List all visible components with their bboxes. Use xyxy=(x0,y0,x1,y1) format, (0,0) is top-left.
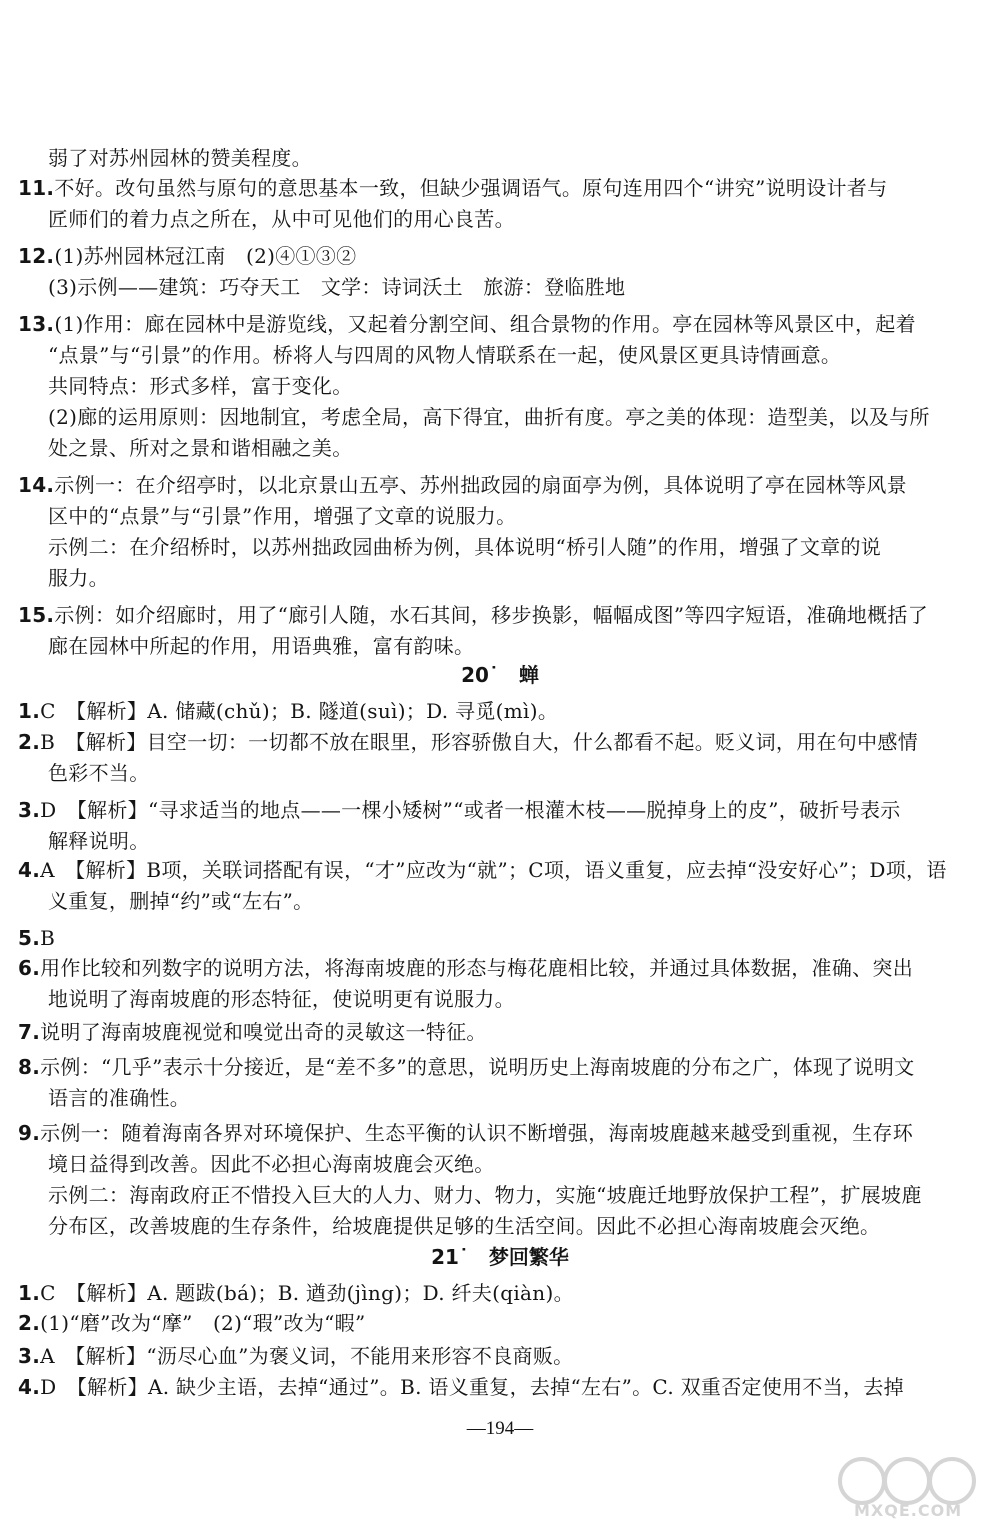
text-line xyxy=(48,207,515,231)
line-text: 境日益得到改善。因此不必担心海南坡鹿会灭绝。 xyxy=(48,1152,495,1176)
text-line xyxy=(48,374,353,398)
question-number: 5. xyxy=(18,926,41,950)
line-text: 义重复，删掉“约”或“左右”。 xyxy=(48,889,314,913)
line-text: 示例一：在介绍亭时，以北京景山五亭、苏州拙政园的扇面亭为例，具体说明了亭在园林等风景 xyxy=(54,473,907,497)
text-line xyxy=(18,926,55,950)
text-line xyxy=(18,176,887,200)
line-text: D 【解析】“寻求适当的地点——一棵小矮树”“或者一根灌木枝——脱掉身上的皮”，破折号表示 xyxy=(40,798,901,822)
text-line xyxy=(18,1344,573,1368)
line-text: 共同特点：形式多样，富于变化。 xyxy=(48,374,353,398)
text-line xyxy=(18,1020,487,1044)
text-line xyxy=(48,275,625,299)
line-text: “点景”与“引景”的作用。桥将人与四周的风物人情联系在一起，使风景区更具诗情画意。 xyxy=(48,343,842,367)
line-text: 用作比较和列数字的说明方法，将海南坡鹿的形态与梅花鹿相比较，并通过具体数据，准确、突出 xyxy=(40,956,914,980)
line-text: 示例二：海南政府正不惜投入巨大的人力、财力、物力，实施“坡鹿迁地野放保护工程”，扩展坡鹿 xyxy=(48,1183,922,1207)
line-text: B xyxy=(40,926,56,950)
text-line xyxy=(18,956,913,980)
text-line xyxy=(48,405,930,429)
text-line xyxy=(48,535,881,559)
text-line xyxy=(18,1121,913,1145)
text-line xyxy=(48,504,516,528)
text-line xyxy=(18,699,558,723)
question-number: 4. xyxy=(18,858,41,882)
line-text: C 【解析】A. 储藏(chǔ)；B. 隧道(suì)；D. 寻觅(mì)。 xyxy=(40,699,559,723)
line-text: 解释说明。 xyxy=(48,829,150,853)
text-line xyxy=(18,473,907,497)
line-text: 示例：如介绍廊时，用了“廊引人随，水石其间，移步换影，幅幅成图”等四字短语，准确地概括了 xyxy=(54,603,928,627)
line-text: 地说明了海南坡鹿的形态特征，使说明更有说服力。 xyxy=(48,987,515,1011)
text-line xyxy=(48,1183,922,1207)
text-line xyxy=(48,634,474,658)
text-line xyxy=(48,566,109,590)
line-text: A 【解析】“沥尽心血”为褒义词，不能用来形容不良商贩。 xyxy=(40,1344,574,1368)
text-line xyxy=(48,889,313,913)
question-number: 6. xyxy=(18,956,41,980)
line-text: 示例：“几乎”表示十分接近，是“差不多”的意思，说明历史上海南坡鹿的分布之广，体现了说明文 xyxy=(40,1055,915,1079)
text-line xyxy=(18,312,916,336)
line-text: B 【解析】目空一切：一切都不放在眼里，形容骄傲自大，什么都看不起。贬义词，用在句中感情 xyxy=(40,730,919,754)
line-text: (3)示例——建筑：巧夺天工 文学：诗词沃土 旅游：登临胜地 xyxy=(48,275,626,299)
text-line xyxy=(48,1214,880,1238)
question-number: 3. xyxy=(18,1344,41,1368)
line-text: 语言的准确性。 xyxy=(48,1086,191,1110)
line-text: C 【解析】A. 题跋(bá)；B. 遒劲(jìng)；D. 纤夫(qiàn)。 xyxy=(40,1281,574,1305)
line-text: (1)苏州园林冠江南 (2)④①③② xyxy=(54,244,357,268)
text-line xyxy=(48,829,150,853)
question-number: 14. xyxy=(18,473,55,497)
text-line xyxy=(48,987,515,1011)
line-text: 廊在园林中所起的作用，用语典雅，富有韵味。 xyxy=(48,634,475,658)
text-line xyxy=(18,798,901,822)
text-line xyxy=(18,1281,574,1305)
line-text: (2)廊的运用原则：因地制宜，考虑全局，高下得宜，曲折有度。亭之美的体现：造型美，以及与所 xyxy=(48,405,930,429)
line-text: 匠师们的着力点之所在，从中可见他们的用心良苦。 xyxy=(48,207,515,231)
text-line xyxy=(48,146,312,170)
line-text: (1)“磨”改为“摩” (2)“瑕”改为“暇” xyxy=(40,1311,366,1335)
text-line xyxy=(48,436,353,460)
line-text: 弱了对苏州园林的赞美程度。 xyxy=(48,146,312,170)
question-number: 15. xyxy=(18,603,55,627)
text-line xyxy=(18,603,928,627)
question-number: 13. xyxy=(18,312,55,336)
question-number: 1. xyxy=(18,1281,41,1305)
question-number: 9. xyxy=(18,1121,41,1145)
text-line xyxy=(18,1375,904,1399)
text-line xyxy=(18,858,947,882)
text-line xyxy=(18,1055,915,1079)
line-text: D 【解析】A. 缺少主语，去掉“通过”。B. 语义重复，去掉“左右”。C. 双重否定使用不当，去掉 xyxy=(40,1375,904,1399)
line-text: (1)作用：廊在园林中是游览线，又起着分割空间、组合景物的作用。亭在园林等风景区中，起着 xyxy=(54,312,916,336)
question-number: 2. xyxy=(18,1311,41,1335)
line-text: 处之景、所对之景和谐相融之美。 xyxy=(48,436,353,460)
question-number: 8. xyxy=(18,1055,41,1079)
section-title: 21˙ 梦回繁华 xyxy=(431,1245,569,1269)
watermark-text: MXQE.COM xyxy=(854,1501,963,1520)
section-title: 20˙ 蝉 xyxy=(461,663,539,687)
question-number: 4. xyxy=(18,1375,41,1399)
question-number: 1. xyxy=(18,699,41,723)
line-text: 色彩不当。 xyxy=(48,761,150,785)
line-text: 分布区，改善坡鹿的生存条件，给坡鹿提供足够的生活空间。因此不必担心海南坡鹿会灭绝。 xyxy=(48,1214,881,1238)
line-text: 不好。改句虽然与原句的意思基本一致，但缺少强调语气。原句连用四个“讲究”说明设计者与 xyxy=(54,176,888,200)
watermark-logo xyxy=(832,1451,982,1531)
page-number: —194— xyxy=(466,1418,534,1439)
question-number: 2. xyxy=(18,730,41,754)
line-text: 示例二：在介绍桥时，以苏州拙政园曲桥为例，具体说明“桥引人随”的作用，增强了文章的说 xyxy=(48,535,882,559)
text-line xyxy=(48,343,841,367)
line-text: 示例一：随着海南各界对环境保护、生态平衡的认识不断增强，海南坡鹿越来越受到重视，生存环 xyxy=(40,1121,914,1145)
line-text: 说明了海南坡鹿视觉和嗅觉出奇的灵敏这一特征。 xyxy=(40,1020,487,1044)
text-line xyxy=(48,1152,495,1176)
text-line xyxy=(18,730,918,754)
line-text: 服力。 xyxy=(48,566,109,590)
question-number: 11. xyxy=(18,176,55,200)
line-text: A 【解析】B项，关联词搭配有误，“才”应改为“就”；C项，语义重复，应去掉“没安好心”；D项，语 xyxy=(40,858,947,882)
text-line xyxy=(48,761,150,785)
question-number: 12. xyxy=(18,244,55,268)
question-number: 7. xyxy=(18,1020,41,1044)
text-line xyxy=(48,1086,190,1110)
text-line xyxy=(18,1311,365,1335)
text-line xyxy=(18,244,356,268)
question-number: 3. xyxy=(18,798,41,822)
line-text: 区中的“点景”与“引景”作用，增强了文章的说服力。 xyxy=(48,504,517,528)
